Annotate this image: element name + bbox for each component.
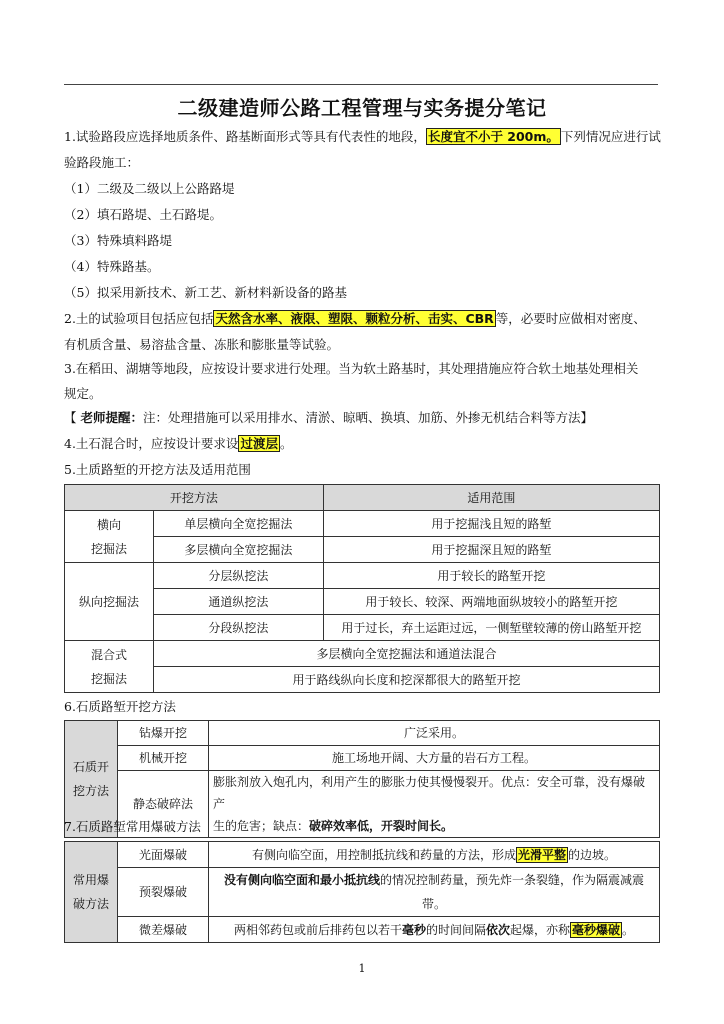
list-item: （3）特殊填料路堤 bbox=[64, 233, 172, 248]
table-cell: 施工场地开阔、大方量的岩石方工程。 bbox=[209, 746, 660, 771]
group-cell: 横向 挖掘法 bbox=[65, 511, 154, 563]
paragraph-4 bbox=[64, 434, 664, 454]
page-number: 1 bbox=[358, 962, 366, 975]
table-cell: 微差爆破 bbox=[118, 917, 209, 943]
table-header: 适用范围 bbox=[323, 485, 659, 511]
table-cell: 机械开挖 bbox=[118, 746, 209, 771]
section-5-heading: 5.土质路堑的开挖方法及适用范围 bbox=[64, 462, 251, 477]
section-7-heading: 7.石质路堑常用爆破方法 bbox=[64, 819, 201, 834]
header-rule bbox=[64, 84, 658, 85]
table-cell: 静态破碎法 bbox=[118, 771, 209, 838]
list-item: （1）二级及二级以上公路路堤 bbox=[64, 181, 235, 196]
table-cell: 膨胀剂放入炮孔内，利用产生的膨胀力使其慢慢裂开。优点：安全可靠，没有爆破产 生的危害；缺点：破碎效率低，开裂时间长。 bbox=[209, 771, 660, 838]
table-cell: 有侧向临空面，用控制抵抗线和药量的方法，形成 光滑平整 的边坡。 bbox=[209, 842, 660, 868]
paragraph-2-cont: 有机质含量、易溶盐含量、冻胀和膨胀量等试验。 bbox=[64, 337, 340, 352]
group-cell: 纵向挖掘法 bbox=[65, 563, 154, 641]
tip-label: 老师提醒： bbox=[80, 410, 144, 425]
table-cell: 用于挖掘浅且短的路堑 bbox=[323, 511, 659, 537]
highlight: 光滑平整 bbox=[517, 847, 566, 862]
paragraph-1-cont: 验路段施工： bbox=[64, 155, 140, 170]
list-item: （5）拟采用新技术、新工艺、新材料新设备的路基 bbox=[64, 285, 347, 300]
p4-text-b: 。 bbox=[279, 436, 293, 451]
paragraph-1 bbox=[64, 127, 664, 147]
table-cell: 用于较长、较深、两端地面纵坡较小的路堑开挖 bbox=[323, 589, 659, 615]
table-blasting-methods bbox=[64, 841, 660, 943]
table-cell: 用于过长，弃土运距过远，一侧堑壁较薄的傍山路堑开挖 bbox=[323, 615, 659, 641]
table-cell: 用于路线纵向长度和挖深都很大的路堑开挖 bbox=[154, 667, 660, 693]
list-item: （4）特殊路基。 bbox=[64, 259, 160, 274]
p4-text: 4.土石混合时，应按设计要求设 bbox=[64, 436, 239, 451]
group-cell: 混合式 挖掘法 bbox=[65, 641, 154, 693]
table-cell: 用于挖掘深且短的路堑 bbox=[323, 537, 659, 563]
p2-text: 2.土的试验项目包括应包括 bbox=[64, 311, 214, 326]
table-cell: 预裂爆破 bbox=[118, 868, 209, 917]
p2-highlight: 天然含水率、液限、塑限、颗粒分析、击实、CBR bbox=[215, 311, 494, 326]
p4-highlight: 过渡层 bbox=[240, 436, 278, 451]
section-6-heading: 6.石质路堑开挖方法 bbox=[64, 699, 176, 714]
group-cell: 石质开 挖方法 bbox=[65, 721, 118, 838]
table-cell: 多层横向全宽挖掘法和通道法混合 bbox=[154, 641, 660, 667]
p1-text: 1.试验路段应选择地质条件、路基断面形式等具有代表性的地段， bbox=[64, 129, 426, 144]
page-title: 二级建造师公路工程管理与实务提分笔记 bbox=[177, 96, 547, 120]
table-cell: 两相邻药包或前后排药包以若干毫秒的时间间隔依次起爆，亦称 毫秒爆破 。 bbox=[209, 917, 660, 943]
table-header: 开挖方法 bbox=[65, 485, 324, 511]
table-cell: 没有侧向临空面和最小抵抗线的情况控制药量，预先炸一条裂缝，作为隔震减震带。 bbox=[209, 868, 660, 917]
table-soil-excavation bbox=[64, 484, 660, 693]
paragraph-3-cont: 规定。 bbox=[64, 386, 102, 401]
paragraph-2 bbox=[64, 309, 664, 329]
table-cell: 多层横向全宽挖掘法 bbox=[154, 537, 324, 563]
table-cell: 广泛采用。 bbox=[209, 721, 660, 746]
p1-highlight: 长度宜不小于 200m。 bbox=[427, 129, 559, 144]
table-cell: 分层纵挖法 bbox=[154, 563, 324, 589]
table-cell: 用于较长的路堑开挖 bbox=[323, 563, 659, 589]
tip-bracket: 【 bbox=[64, 410, 77, 425]
highlight: 毫秒爆破 bbox=[572, 922, 621, 937]
teacher-tip bbox=[64, 408, 664, 428]
table-cell: 钻爆开挖 bbox=[118, 721, 209, 746]
tip-text: 注：处理措施可以采用排水、清淤、晾晒、换填、加筋、外掺无机结合料等方法】 bbox=[143, 410, 594, 425]
p2-text-b: 等，必要时应做相对密度、 bbox=[495, 311, 646, 326]
table-cell: 光面爆破 bbox=[118, 842, 209, 868]
table-cell: 通道纵挖法 bbox=[154, 589, 324, 615]
paragraph-3: 3.在稻田、湖塘等地段，应按设计要求进行处理。当为软土路基时，其处理措施应符合软土地基处理相关 bbox=[64, 361, 639, 376]
p1-text-b: 下列情况应进行试 bbox=[560, 129, 661, 144]
table-cell: 单层横向全宽挖掘法 bbox=[154, 511, 324, 537]
table-cell: 分段纵挖法 bbox=[154, 615, 324, 641]
list-item: （2）填石路堤、土石路堤。 bbox=[64, 207, 222, 222]
group-cell: 常用爆 破方法 bbox=[65, 842, 118, 943]
